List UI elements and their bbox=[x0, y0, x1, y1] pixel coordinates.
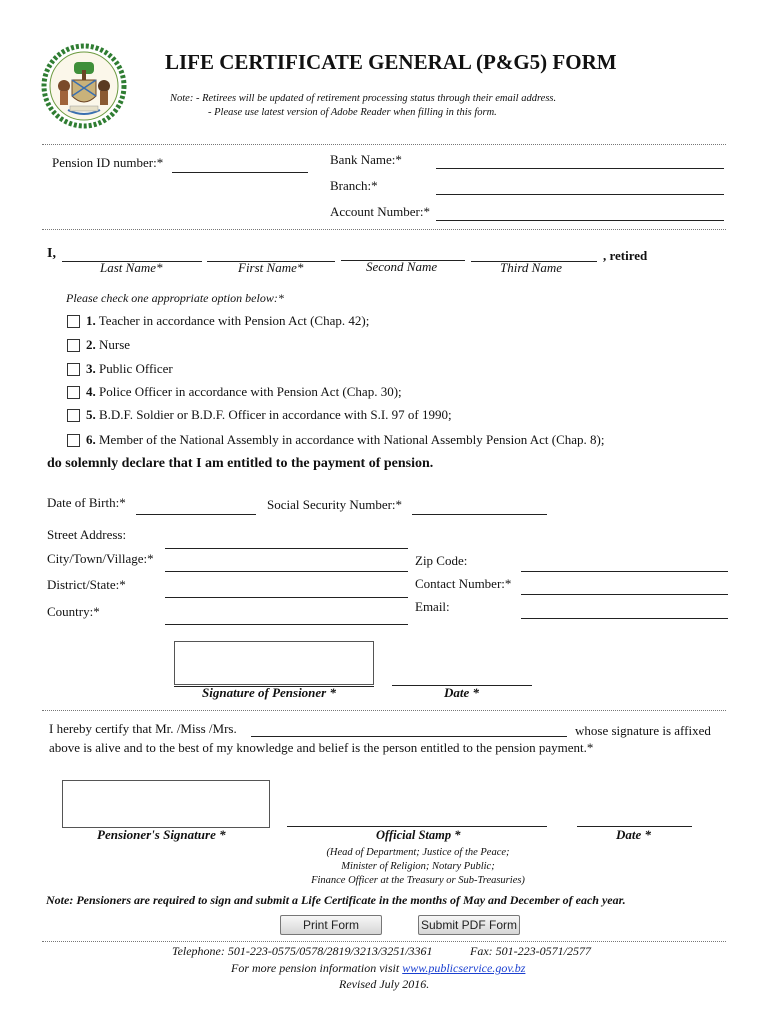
option-4-checkbox[interactable] bbox=[67, 386, 80, 399]
option-4-number: 4. bbox=[86, 384, 96, 399]
official-stamp-label: Official Stamp * bbox=[376, 828, 461, 842]
ssn-label: Social Security Number:* bbox=[267, 497, 403, 512]
email-label: Email: bbox=[415, 599, 450, 614]
form-title: LIFE CERTIFICATE GENERAL (P&G5) FORM bbox=[165, 50, 617, 74]
street-address-label: Street Address: bbox=[47, 527, 127, 542]
city-label: City/Town/Village:* bbox=[47, 551, 154, 566]
dob-field[interactable] bbox=[136, 514, 256, 515]
ssn-field[interactable] bbox=[412, 514, 547, 515]
submission-note: Note: Pensioners are required to sign and submit a Life Certificate in the months of May and December of each year. bbox=[46, 893, 626, 907]
first-name-label: First Name* bbox=[238, 260, 304, 275]
option-5-checkbox[interactable] bbox=[67, 409, 80, 422]
option-6-number: 6. bbox=[86, 432, 96, 447]
option-1-checkbox[interactable] bbox=[67, 315, 80, 328]
second-name-label: Second Name bbox=[366, 259, 438, 274]
pensioners-signature-label: Pensioner's Signature * bbox=[97, 827, 226, 842]
street-address-field[interactable] bbox=[165, 548, 408, 549]
certify-name-field[interactable] bbox=[251, 736, 567, 737]
contact-number-label: Contact Number:* bbox=[415, 576, 512, 591]
account-number-label: Account Number:* bbox=[330, 204, 431, 219]
note-line-1: Note: - Retirees will be updated of retirement processing status through their email address. bbox=[170, 93, 557, 104]
option-2 bbox=[86, 337, 130, 353]
coat-of-arms-icon bbox=[40, 40, 128, 132]
divider-2 bbox=[42, 229, 726, 230]
option-6-text: Member of the National Assembly in accordance with National Assembly Pension Act (Chap. 8); bbox=[99, 432, 605, 447]
country-label: Country:* bbox=[47, 604, 100, 619]
certify-line-start: I hereby certify that Mr. /Miss /Mrs. bbox=[49, 721, 237, 736]
option-5-text: B.D.F. Soldier or B.D.F. Officer in accordance with S.I. 97 of 1990; bbox=[99, 407, 452, 422]
official-date-label: Date * bbox=[616, 827, 652, 842]
pension-id-label: Pension ID number:* bbox=[52, 155, 164, 170]
solemn-declaration: do solemnly declare that I am entitled to the payment of pension. bbox=[47, 456, 434, 471]
branch-field[interactable] bbox=[436, 194, 724, 195]
contact-number-field[interactable] bbox=[521, 594, 728, 595]
stamp-note-1: (Head of Department; Justice of the Peace; bbox=[326, 847, 510, 858]
dob-label: Date of Birth:* bbox=[47, 495, 126, 510]
revised-date: Revised July 2016. bbox=[339, 977, 430, 991]
option-5-number: 5. bbox=[86, 407, 96, 422]
certify-line-end: whose signature is affixed bbox=[575, 723, 711, 738]
email-field[interactable] bbox=[521, 618, 728, 619]
certify-line-2: above is alive and to the best of my knowledge and belief is the person entitled to the pension payment.* bbox=[49, 740, 594, 755]
divider-3 bbox=[42, 710, 726, 711]
official-stamp-line[interactable] bbox=[287, 826, 547, 827]
third-name-label: Third Name bbox=[500, 260, 562, 275]
bank-name-field[interactable] bbox=[436, 168, 724, 169]
option-2-checkbox[interactable] bbox=[67, 339, 80, 352]
option-4 bbox=[86, 384, 402, 400]
option-6-checkbox[interactable] bbox=[67, 434, 80, 447]
option-1-number: 1. bbox=[86, 313, 96, 328]
footer-info bbox=[231, 961, 525, 976]
pensioner-signature-box[interactable] bbox=[174, 641, 374, 685]
zip-code-label: Zip Code: bbox=[415, 553, 468, 568]
coat-of-arms-emblem bbox=[40, 40, 128, 132]
branch-label: Branch:* bbox=[330, 178, 378, 193]
city-field[interactable] bbox=[165, 571, 408, 572]
option-1-text: Teacher in accordance with Pension Act (Chap. 42); bbox=[98, 313, 370, 328]
country-field[interactable] bbox=[165, 624, 408, 625]
option-6 bbox=[86, 432, 604, 448]
pension-id-field[interactable] bbox=[172, 172, 308, 173]
stamp-note-3: Finance Officer at the Treasury or Sub-Treasuries) bbox=[311, 875, 525, 886]
bank-name-label: Bank Name:* bbox=[330, 152, 402, 167]
signature-of-pensioner-label: Signature of Pensioner * bbox=[202, 685, 336, 700]
publicservice-link[interactable]: www.publicservice.gov.bz bbox=[402, 961, 526, 975]
footer-telephone: Telephone: 501-223-0575/0578/2819/3213/3251/3361 bbox=[172, 944, 433, 958]
retired-label: , retired bbox=[603, 248, 648, 263]
pensioner-signature-box-2[interactable] bbox=[62, 780, 270, 828]
footer-fax: Fax: 501-223-0571/2577 bbox=[470, 944, 591, 958]
zip-code-field[interactable] bbox=[521, 571, 728, 572]
option-3-checkbox[interactable] bbox=[67, 363, 80, 376]
district-field[interactable] bbox=[165, 597, 408, 598]
note-line-2: - Please use latest version of Adobe Reader when filling in this form. bbox=[208, 107, 497, 118]
option-4-text: Police Officer in accordance with Pension Act (Chap. 30); bbox=[99, 384, 402, 399]
footer-info-prefix: For more pension information visit bbox=[231, 961, 400, 975]
option-3-text: Public Officer bbox=[99, 361, 173, 376]
divider-4 bbox=[42, 941, 726, 942]
instruction-text: Please check one appropriate option below:* bbox=[66, 291, 284, 305]
option-3-number: 3. bbox=[86, 361, 96, 376]
option-1 bbox=[86, 313, 369, 329]
account-number-field[interactable] bbox=[436, 220, 724, 221]
i-label: I, bbox=[47, 246, 56, 261]
option-5 bbox=[86, 407, 452, 423]
option-3 bbox=[86, 361, 173, 377]
option-2-number: 2. bbox=[86, 337, 96, 352]
pensioner-date-label: Date * bbox=[444, 685, 480, 700]
option-2-text: Nurse bbox=[99, 337, 131, 352]
submit-pdf-form-button[interactable]: Submit PDF Form bbox=[418, 915, 520, 935]
stamp-note-2: Minister of Religion; Notary Public; bbox=[341, 861, 495, 872]
top-divider bbox=[42, 144, 726, 145]
print-form-button[interactable]: Print Form bbox=[280, 915, 382, 935]
district-label: District/State:* bbox=[47, 577, 126, 592]
last-name-label: Last Name* bbox=[100, 260, 163, 275]
